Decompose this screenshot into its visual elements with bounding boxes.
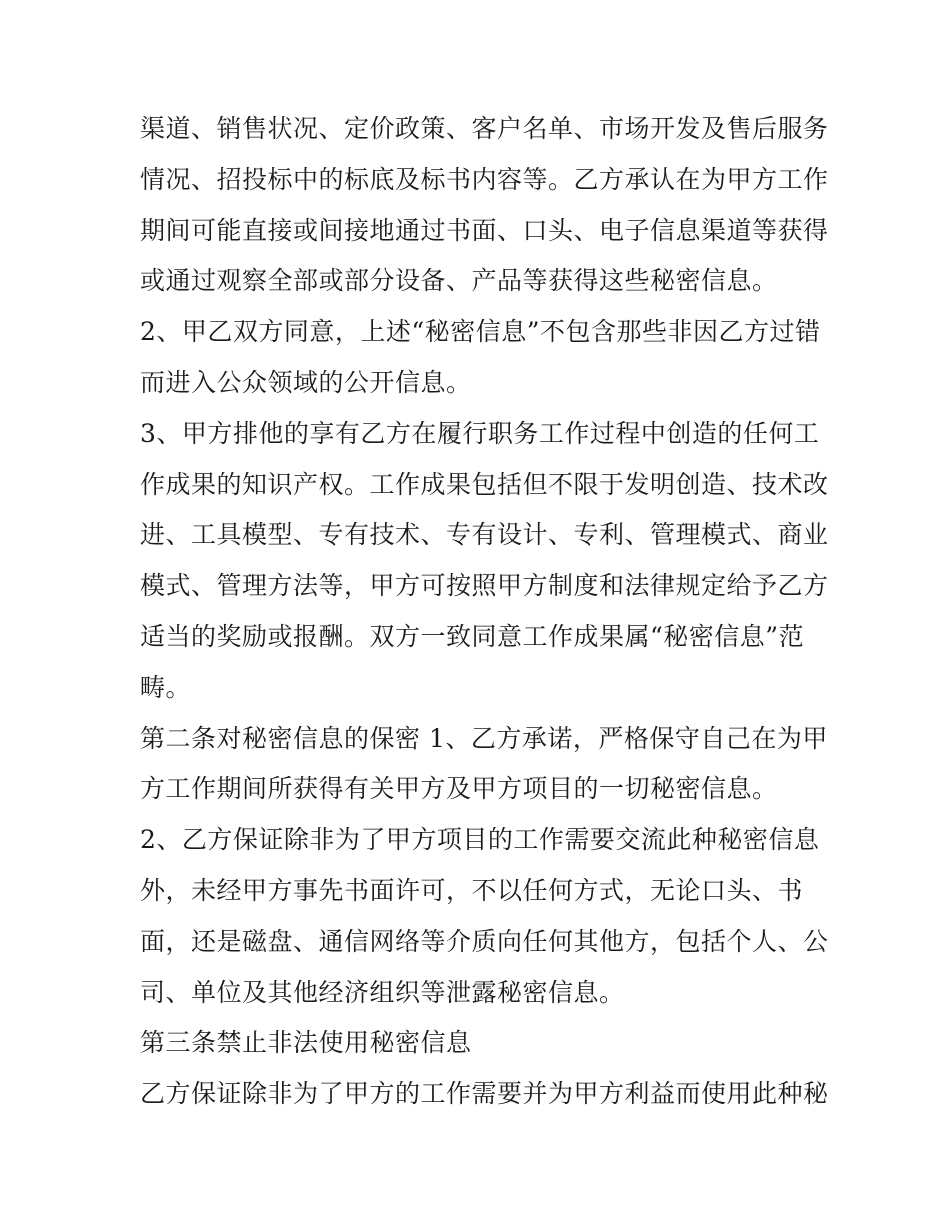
section-heading-line: 第三条禁止非法使用秘密信息 [140,1028,472,1058]
text-line: 外，未经甲方事先书面许可，不以任何方式，无论口头、书 [140,875,804,905]
section-heading-line: 第二条对秘密信息的保密 1、乙方承诺，严格保守自己在为甲 [140,723,828,753]
text-line: 或通过观察全部或部分设备、产品等获得这些秘密信息。 [140,266,778,296]
text-line: 渠道、销售状况、定价政策、客户名单、市场开发及售后服务 [140,114,829,143]
text-line: 期间可能直接或间接地通过书面、口头、电子信息渠道等获得 [140,215,829,245]
text-line: 畴。 [140,672,192,702]
text-line: 方工作期间所获得有关甲方及甲方项目的一切秘密信息。 [140,774,778,804]
text-line: 面，还是磁盘、通信网络等介质向任何其他方，包括个人、公 [140,926,829,956]
text-line: 模式、管理方法等，甲方可按照甲方制度和法律规定给予乙方 [140,571,829,601]
text-line: 2、乙方保证除非为了甲方项目的工作需要交流此种秘密信息 [140,825,820,855]
text-line: 2、甲乙双方同意，上述“秘密信息”不包含那些非因乙方过错 [140,317,821,347]
text-line: 司、单位及其他经济组织等泄露秘密信息。 [140,977,625,1007]
text-line: 作成果的知识产权。工作成果包括但不限于发明创造、技术改 [140,469,829,499]
text-line: 进、工具模型、专有技术、专有设计、专利、管理模式、商业 [140,520,829,550]
document-body [140,104,829,1120]
text-line: 乙方保证除非为了甲方的工作需要并为甲方利益而使用此种秘 [140,1079,829,1109]
text-line: 适当的奖励或报酬。双方一致同意工作成果属“秘密信息”范 [140,621,805,651]
text-line: 3、甲方排他的享有乙方在履行职务工作过程中创造的任何工 [140,418,820,448]
text-line: 而进入公众领域的公开信息。 [140,367,472,397]
text-line: 情况、招投标中的标底及标书内容等。乙方承认在为甲方工作 [140,164,829,194]
